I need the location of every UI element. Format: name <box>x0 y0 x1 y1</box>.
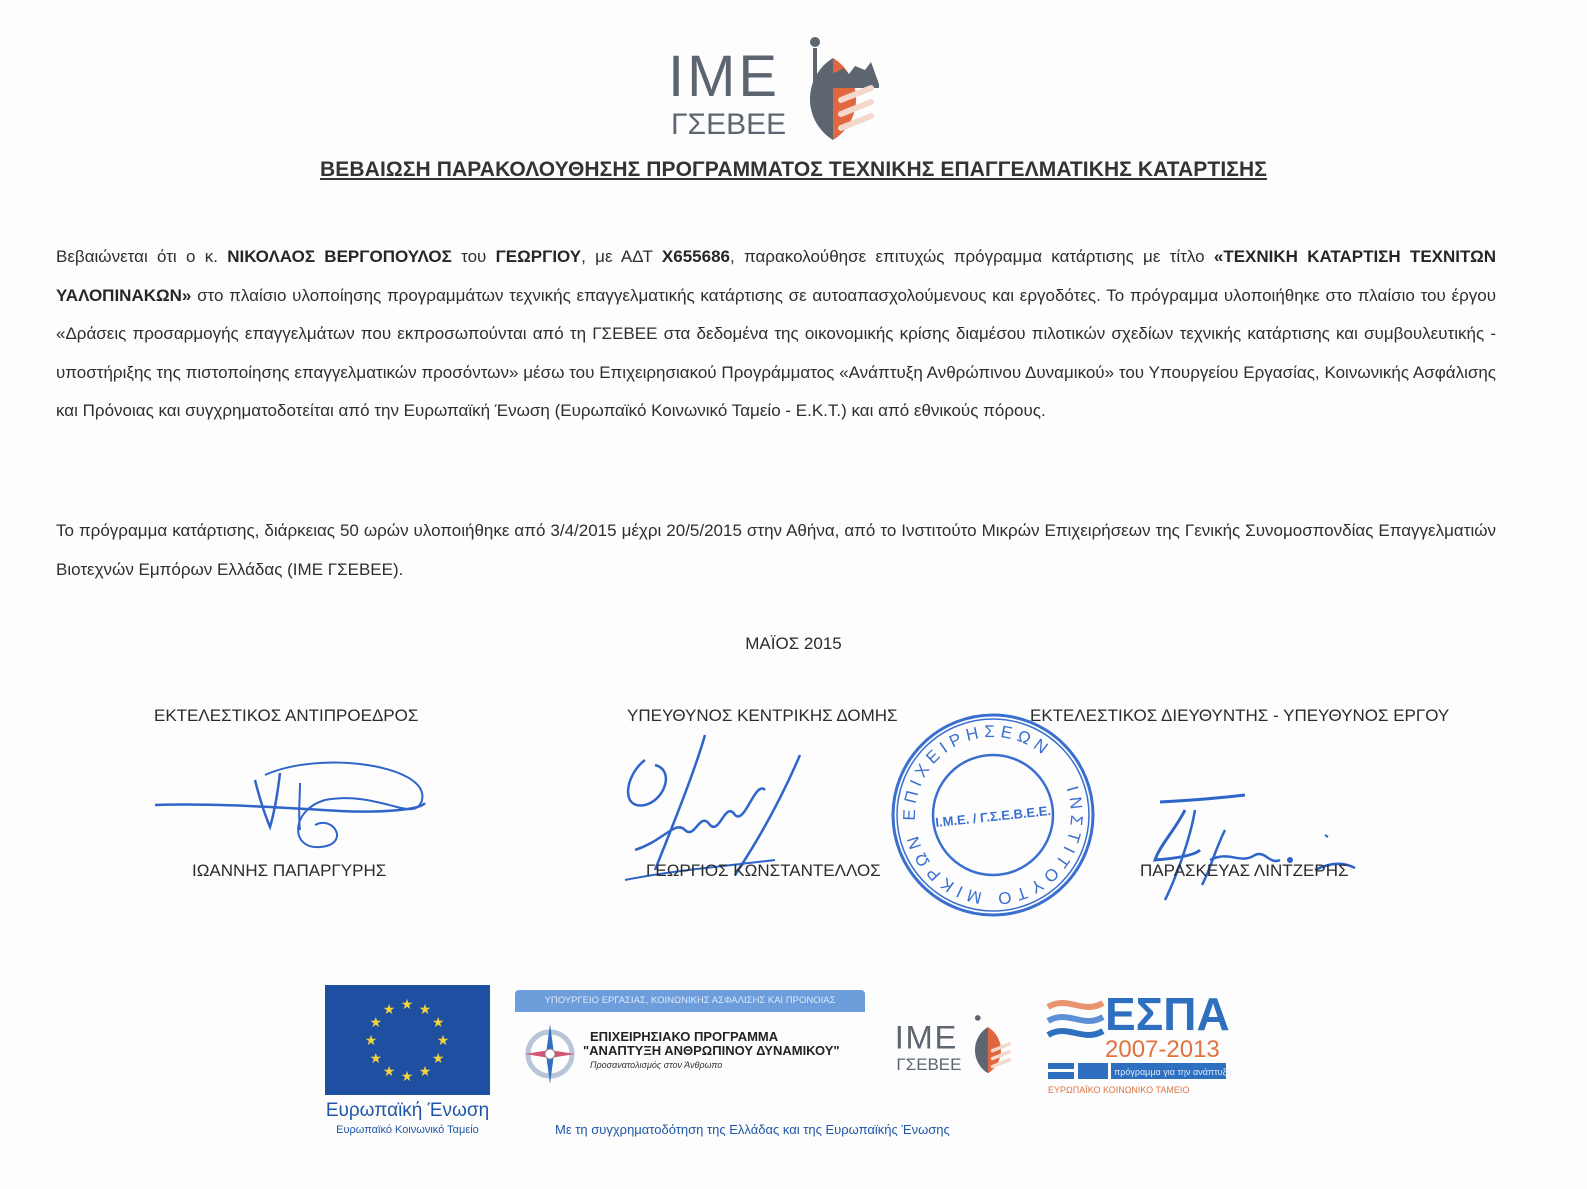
signatory-role-3: ΕΚΤΕΛΕΣΤΙΚΟΣ ΔΙΕΥΘΥΝΤΗΣ - ΥΠΕΥΘΥΝΟΣ ΕΡΓΟΥ <box>1030 706 1450 725</box>
svg-text:ΓΣΕΒΕΕ: ΓΣΕΒΕΕ <box>896 1054 962 1074</box>
espa-title: ΕΣΠΑ <box>1105 988 1230 1040</box>
signatory-name-2: ΓΕΩΡΓΙΟΣ ΚΩΝΣΤΑΝΤΕΛΛΟΣ <box>646 861 881 880</box>
eu-star-icon: ★ <box>369 1050 383 1066</box>
espa-logo <box>1043 985 1233 1100</box>
signatory-role-2: ΥΠΕΥΘΥΝΟΣ ΚΕΝΤΡΙΚΗΣ ΔΟΜΗΣ <box>627 706 898 725</box>
stamp-ring-text: ΙΝΣΤΙΤΟΥΤΟ ΜΙΚΡΩΝ ΕΠΙΧΕΙΡΗΣΕΩΝ <box>899 721 1087 909</box>
eu-star-icon: ★ <box>382 1000 396 1017</box>
svg-text:IME: IME <box>894 1018 959 1056</box>
course-title: «ΤΕΧΝΙΚΗ ΚΑΤΑΡΤΙΣΗ ΤΕΧΝΙΤΩΝ ΥΑΛΟΠΙΝΑΚΩΝ» <box>56 247 1496 305</box>
signatory-name-3: ΠΑΡΑΣΚΕΥΑΣ ΛΙΝΤΖΕΡΗΣ <box>1140 861 1349 880</box>
cofunding-note: Με τη συγχρηματοδότηση της Ελλάδας και της Ευρωπαϊκής Ένωσης <box>555 1122 950 1137</box>
ministry-program-line1: ΕΠΙΧΕΙΡΗΣΙΑΚΟ ΠΡΟΓΡΑΜΜΑ <box>590 1029 779 1044</box>
institute-stamp <box>888 710 1098 920</box>
signatory-name-1: ΙΩΑΝΝΗΣ ΠΑΠΑΡΓΥΡΗΣ <box>192 861 387 880</box>
eu-label: Ευρωπαϊκή Ένωση <box>325 1100 490 1121</box>
eu-star-icon: ★ <box>418 1000 432 1017</box>
program-details-paragraph: Το πρόγραμμα κατάρτισης, διάρκειας 50 ωρών υλοποιήθηκε από 3/4/2015 μέχρι 20/5/2015 στην Αθήνα, από το Ινστιτούτο Μικρών Επιχειρήσεων της Γενικής Συνομοσπονδίας Επαγγελματιών Βιοτεχνών Εμπόρων Ελλάδας (ΙΜΕ ΓΣΕΒΕΕ). <box>56 521 1496 579</box>
ime-gsevee-logo <box>665 28 895 143</box>
eu-star-icon: ★ <box>436 1032 450 1048</box>
eu-stars-icon <box>325 985 490 1095</box>
eu-star-icon: ★ <box>400 996 414 1012</box>
ministry-banner: ΥΠΟΥΡΓΕΙΟ ΕΡΓΑΣΙΑΣ, ΚΟΙΝΩΝΙΚΗΣ ΑΣΦΑΛΙΣΗΣ ΚΑΙ ΠΡΟΝΟΙΑΣ <box>515 990 865 1012</box>
id-number: Χ655686 <box>661 247 730 266</box>
espa-fund: ΕΥΡΩΠΑΪΚΟ ΚΟΙΝΩΝΙΚΟ ΤΑΜΕΙΟ <box>1048 1085 1190 1095</box>
document-title: ΒΕΒΑΙΩΣΗ ΠΑΡΑΚΟΛΟΥΘΗΣΗΣ ΠΡΟΓΡΑΜΜΑΤΟΣ ΤΕΧΝΙΚΗΣ ΕΠΑΓΓΕΛΜΑΤΙΚΗΣ ΚΑΤΑΡΤΙΣΗΣ <box>320 158 1267 181</box>
eu-star-icon: ★ <box>431 1050 445 1066</box>
issue-date: ΜΑΪΟΣ 2015 <box>745 634 842 653</box>
espa-years: 2007-2013 <box>1105 1036 1220 1063</box>
eu-star-icon: ★ <box>382 1063 396 1080</box>
eu-star-icon: ★ <box>369 1014 383 1030</box>
eu-star-icon: ★ <box>364 1032 378 1048</box>
signatory-role-1: ΕΚΤΕΛΕΣΤΙΚΟΣ ΑΝΤΙΠΡΟΕΔΡΟΣ <box>154 706 419 725</box>
certification-paragraph: Βεβαιώνεται ότι ο κ. ΝΙΚΟΛΑΟΣ ΒΕΡΓΟΠΟΥΛΟΣ του ΓΕΩΡΓΙΟΥ, με ΑΔΤ Χ655686, παρακολούθησε επιτυχώς πρόγραμμα κατάρτισης με τίτλο «ΤΕΧΝΙΚΗ ΚΑΤΑΡΤΙΣΗ ΤΕΧΝΙΤΩΝ ΥΑΛΟΠΙΝΑΚΩΝ» στο πλαίσιο υλοποίησης προγραμμάτων τεχνικής επαγγελματικής κατάρτισης σε αυτοαπασχολούμενους και εργοδότες. Το πρόγραμμα υλοποιήθηκε στο πλαίσιο του έργου «Δράσεις προσαρμογής επαγγελμάτων που εκπροσωπούνται από τη ΓΣΕΒΕΕ στα δεδομένα της οικονομικής κρίσης διαμέσου πιλοτικών σχεδίων τεχνικής κατάρτισης και συμβουλευτικής - υποστήριξης της πιστοποίησης επαγγελματικών προσόντων» μέσω του Επιχειρησιακού Προγράμματος «Ανάπτυξη Ανθρώπινου Δυναμικού» του Υπουργείου Εργασίας, Κοινωνικής Ασφάλισης και Πρόνοιας και συγχρηματοδοτείται από την Ευρωπαϊκή Ένωση (Ευρωπαϊκό Κοινωνικό Ταμείο - Ε.Κ.Τ.) και από εθνικούς πόρους. <box>56 247 1496 420</box>
ime-gsevee-footer-logo <box>888 1010 1028 1075</box>
stamp-center-text: Ι.Μ.Ε. / Γ.Σ.Ε.Β.Ε.Ε. <box>934 802 1052 831</box>
espa-slogan: πρόγραμμα για την ανάπτυξη <box>1114 1067 1232 1077</box>
ministry-tagline: Προσανατολισμός στον Άνθρωπο <box>590 1060 723 1070</box>
compass-icon <box>520 1016 580 1091</box>
logo-secondary-text: ΓΣΕΒΕΕ <box>671 108 787 141</box>
signature-1 <box>150 755 440 865</box>
eu-sublabel: Ευρωπαϊκό Κοινωνικό Ταμείο <box>336 1124 479 1136</box>
eu-star-icon: ★ <box>431 1014 445 1030</box>
eu-star-icon: ★ <box>400 1068 414 1084</box>
eu-star-icon: ★ <box>418 1063 432 1080</box>
father-name: ΓΕΩΡΓΙΟΥ <box>495 247 582 266</box>
trainee-name: ΝΙΚΟΛΑΟΣ ΒΕΡΓΟΠΟΥΛΟΣ <box>227 247 452 266</box>
logo-primary-text: IME <box>668 44 781 109</box>
signature-3 <box>1140 790 1380 910</box>
ministry-program-line2: "ΑΝΑΠΤΥΞΗ ΑΝΘΡΩΠΙΝΟΥ ΔΥΝΑΜΙΚΟΥ" <box>583 1043 840 1058</box>
eu-flag <box>325 985 490 1095</box>
